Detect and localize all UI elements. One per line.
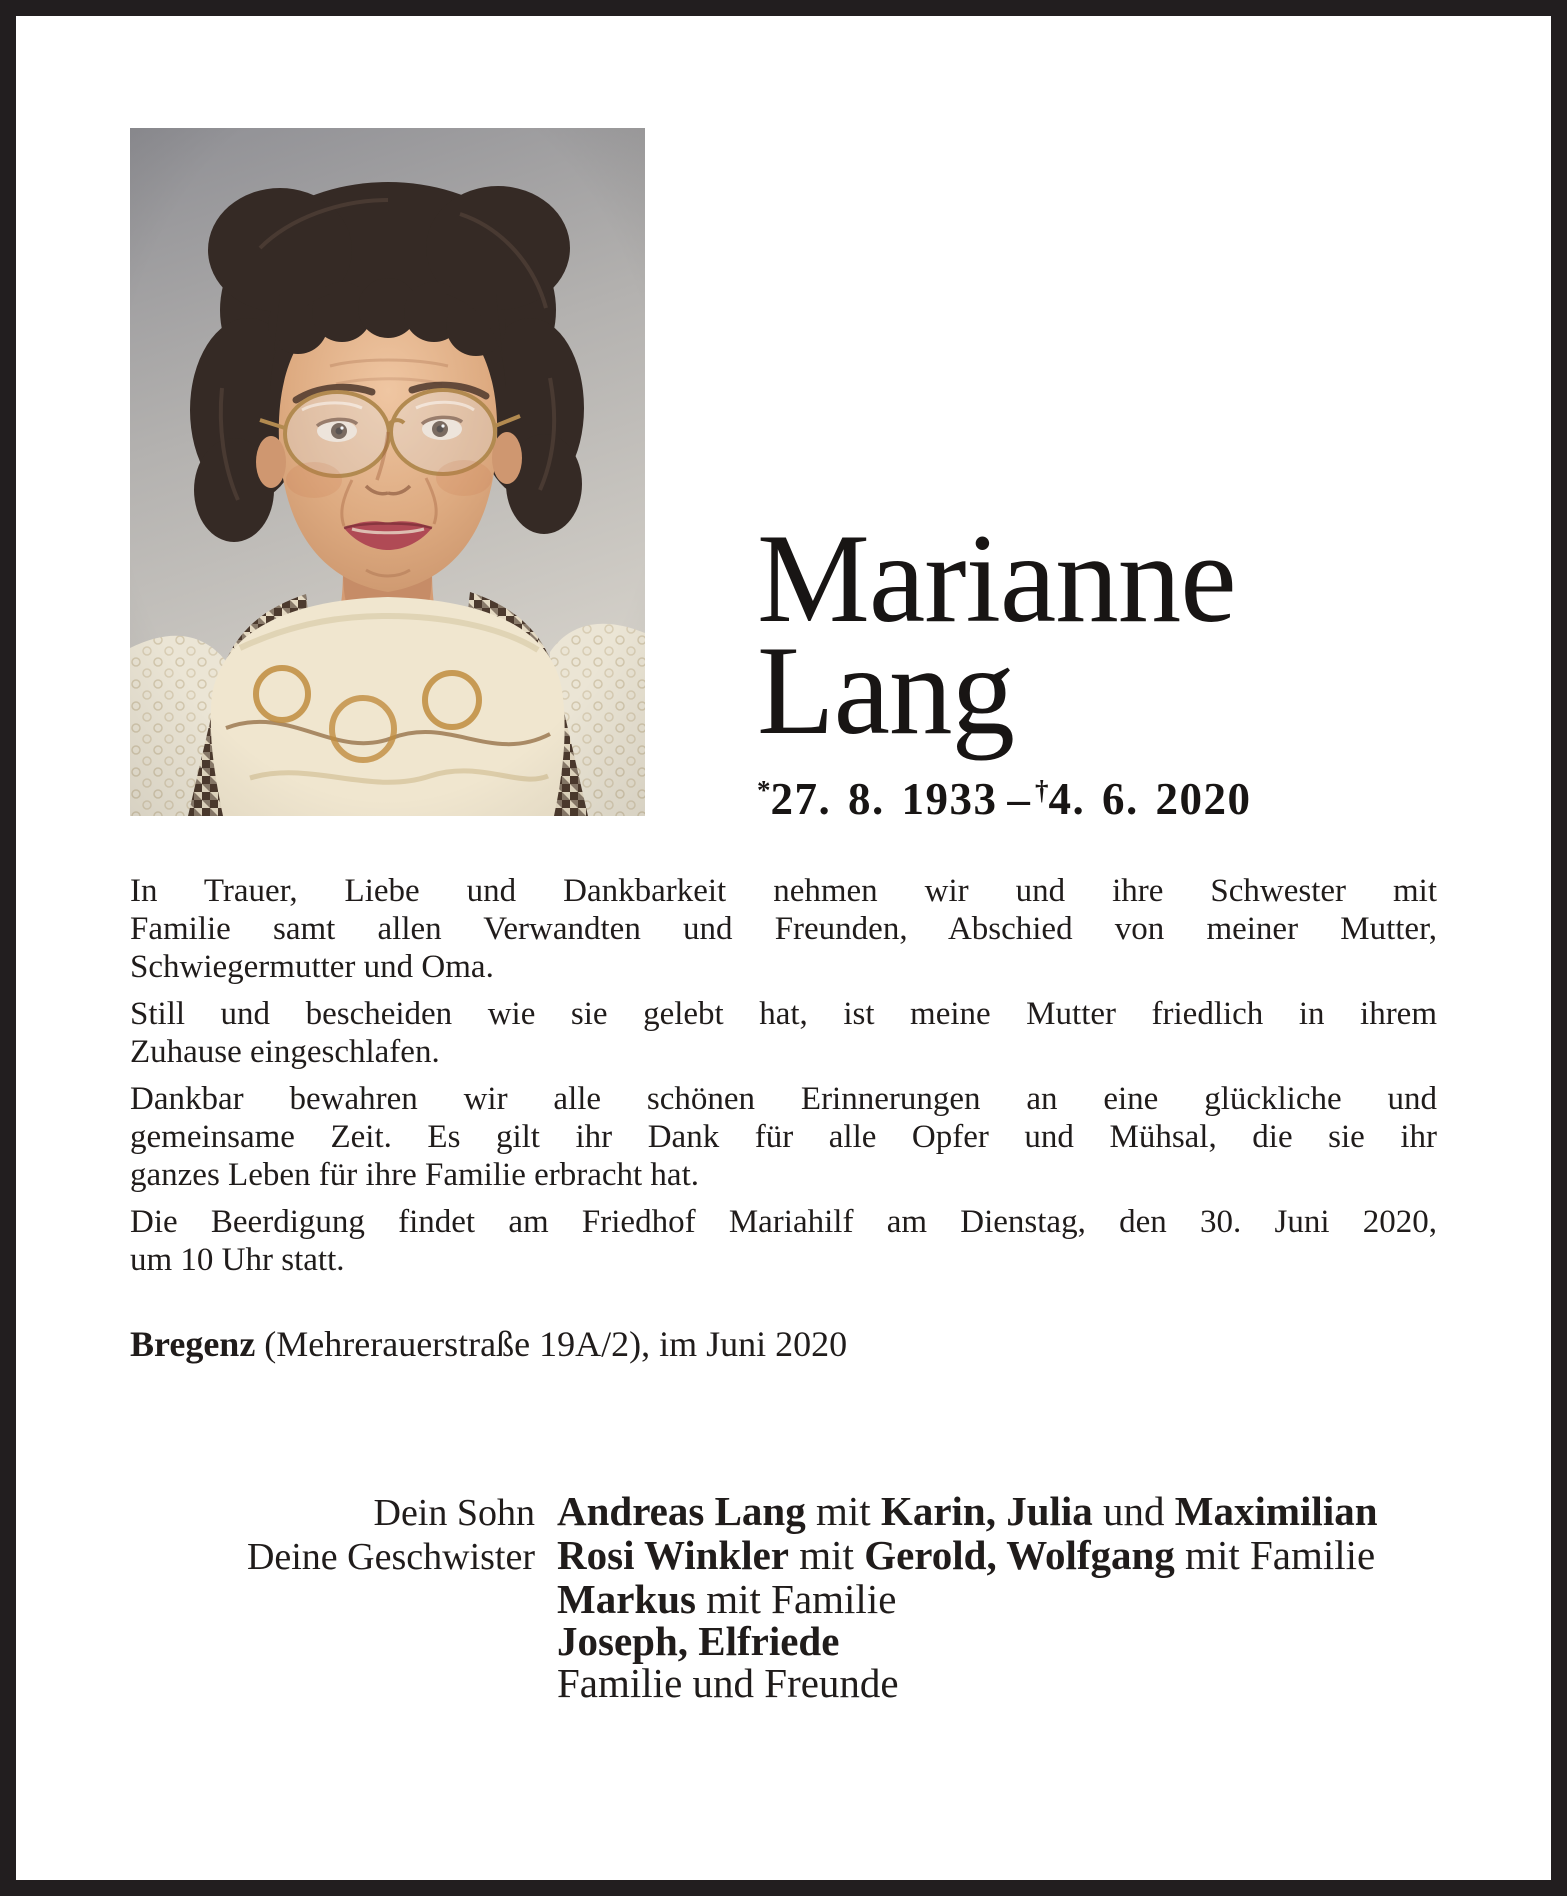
portrait-photo (130, 128, 645, 816)
paragraph (130, 872, 1437, 986)
family-row (130, 1662, 1437, 1704)
family-names (535, 1490, 1437, 1532)
paragraph (130, 995, 1437, 1071)
death-cross-symbol: † (1034, 775, 1049, 806)
family-row (130, 1490, 1437, 1534)
family-names (535, 1662, 1437, 1704)
dates-separator: – (1007, 774, 1032, 824)
deceased-first-name: Marianne (757, 509, 1236, 649)
paragraph-line: Still und bescheiden wie sie gelebt hat, ist meine Mutter friedlich in ihrem (130, 996, 1437, 1032)
family-row (130, 1620, 1437, 1662)
paragraph-line: Zuhause eingeschlafen. (130, 1034, 440, 1070)
family-names (535, 1534, 1437, 1576)
family-row (130, 1578, 1437, 1620)
death-date: 4. 6. 2020 (1048, 774, 1252, 824)
family-relation-label: Dein Sohn (373, 1492, 535, 1534)
paragraph-line: Die Beerdigung findet am Friedhof Mariahilf am Dienstag, den 30. Juni 2020, (130, 1204, 1437, 1240)
family-connector-text: Familie und Freunde (557, 1660, 899, 1706)
family-connector-text: mit (805, 1488, 881, 1534)
family-row (130, 1534, 1437, 1578)
family-relation-label: Deine Geschwister (246, 1536, 535, 1578)
body-paragraphs (130, 872, 1437, 1288)
birth-star-symbol: * (757, 775, 771, 806)
paragraph-line: Schwiegermutter und Oma. (130, 949, 494, 985)
family-list (130, 1490, 1437, 1704)
paragraph (130, 1203, 1437, 1279)
family-connector-text: mit (789, 1532, 865, 1578)
dateline-city: Bregenz (130, 1324, 256, 1364)
family-connector-text: mit Familie (1174, 1532, 1376, 1578)
family-connector-text: mit Familie (695, 1576, 897, 1622)
paragraph-line: In Trauer, Liebe und Dankbarkeit nehmen wir und ihre Schwester mit (130, 873, 1437, 909)
family-member-name: Karin, Julia (880, 1488, 1093, 1534)
family-member-name: Gerold, Wolfgang (864, 1532, 1175, 1578)
family-member-name: Maximilian (1174, 1488, 1378, 1534)
family-member-name: Andreas Lang (557, 1488, 806, 1534)
paragraph-line: Dankbar bewahren wir alle schönen Erinnerungen an eine glückliche und (130, 1081, 1437, 1117)
paragraph-line: ganzes Leben für ihre Familie erbracht hat. (130, 1157, 699, 1193)
family-member-name: Markus (557, 1576, 696, 1622)
paragraph-line: Familie samt allen Verwandten und Freunden, Abschied von meiner Mutter, (130, 911, 1437, 947)
paragraph-line: um 10 Uhr statt. (130, 1242, 345, 1278)
life-dates (757, 773, 1457, 825)
family-names (535, 1620, 1437, 1662)
paragraph (130, 1080, 1437, 1194)
deceased-last-name: Lang (757, 621, 1014, 761)
dateline (130, 1322, 1437, 1366)
portrait-illustration (130, 128, 645, 816)
family-names (535, 1578, 1437, 1620)
family-member-name: Joseph, Elfriede (557, 1618, 840, 1664)
title-block (757, 509, 1457, 825)
birth-date: 27. 8. 1933 (770, 774, 998, 824)
paragraph-line: gemeinsame Zeit. Es gilt ihr Dank für alle Opfer und Mühsal, die sie ihr (130, 1119, 1437, 1155)
family-member-name: Rosi Winkler (557, 1532, 790, 1578)
family-connector-text: und (1092, 1488, 1175, 1534)
dateline-rest: (Mehrerauerstraße 19A/2), im Juni 2020 (255, 1324, 848, 1364)
